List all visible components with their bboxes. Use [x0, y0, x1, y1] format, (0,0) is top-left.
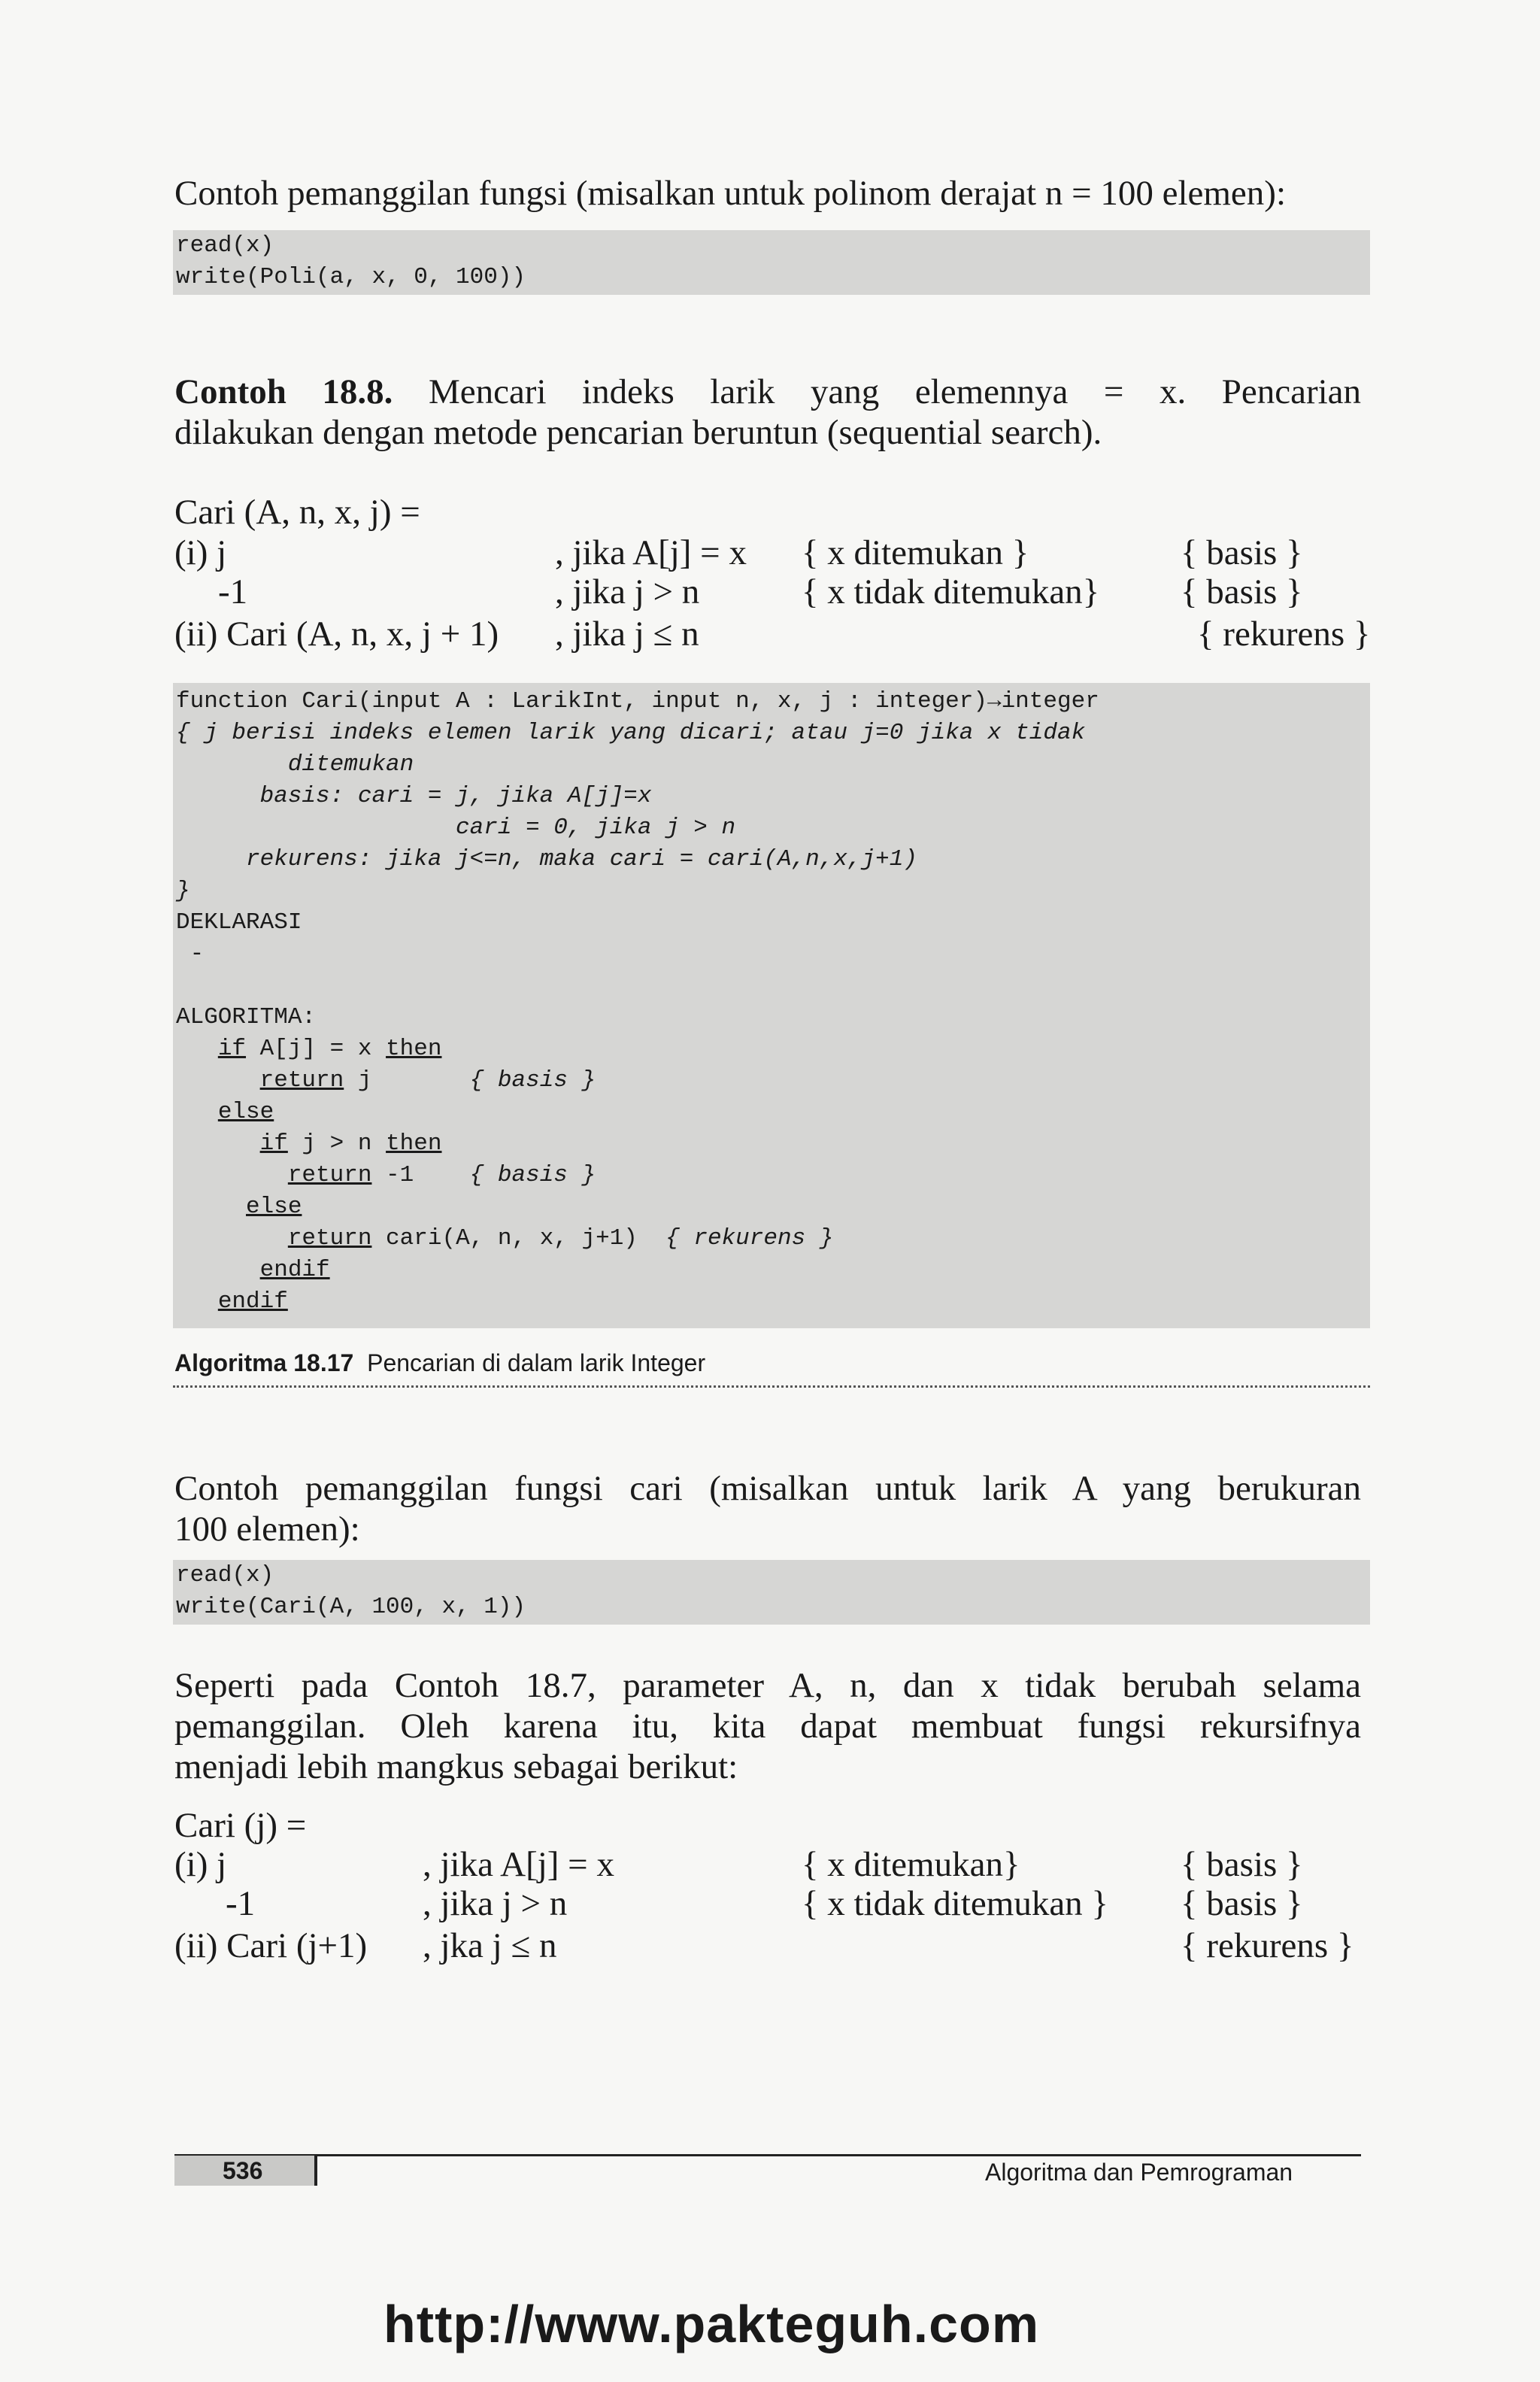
- definition-row: -1: [226, 1884, 256, 1923]
- keyword: endif: [217, 1288, 288, 1315]
- example-text-2: dilakukan dengan metode pencarian beruntun (sequential search).: [174, 413, 1102, 452]
- deklarasi-dash: -: [176, 941, 205, 967]
- footer-rule: [174, 2154, 1361, 2156]
- keyword: return: [287, 1225, 372, 1252]
- definition-condition: , jika A[j] = x: [555, 533, 747, 572]
- function-header: function Cari(input A : LarikInt, input n, x, j : integer)→integer: [176, 688, 1099, 715]
- definition-note: { x tidak ditemukan}: [802, 572, 1100, 611]
- paragraph-line: pemanggilan. Oleh karena itu, kita dapat membuat fungsi rekursifnya: [174, 1707, 1361, 1746]
- keyword: if: [259, 1130, 288, 1157]
- paragraph-line: menjadi lebih mangkus sebagai berikut:: [174, 1747, 738, 1786]
- code-text: j > n: [287, 1130, 387, 1157]
- definition-condition: , jka j ≤ n: [423, 1926, 557, 1965]
- code-line: write(Cari(A, 100, x, 1)): [176, 1594, 526, 1620]
- definition-row: -1: [218, 572, 248, 611]
- code-comment: { rekurens }: [665, 1225, 834, 1252]
- code-comment: }: [176, 878, 190, 904]
- intro-text-2: Contoh pemanggilan fungsi cari (misalkan untuk larik A yang berukuran: [174, 1469, 1361, 1508]
- caption-label: Algoritma 18.17: [174, 1349, 354, 1376]
- code-comment: ditemukan: [176, 751, 414, 778]
- definition-condition: , jika A[j] = x: [423, 1845, 614, 1884]
- definition-condition: , jika j > n: [423, 1884, 568, 1923]
- keyword: then: [386, 1036, 442, 1062]
- definition-type: { basis }: [1181, 533, 1303, 572]
- example-title: Contoh 18.8.: [174, 372, 393, 411]
- definition-row: (i) j: [174, 533, 227, 572]
- code-comment: { j berisi indeks elemen larik yang dicari; atau j=0 jika x tidak: [176, 720, 1086, 746]
- definition-row: (ii) Cari (A, n, x, j + 1): [174, 614, 499, 654]
- code-comment: { basis }: [469, 1162, 596, 1188]
- definition-type: { basis }: [1181, 572, 1303, 611]
- keyword: return: [259, 1067, 344, 1094]
- code-comment: cari = 0, jika j > n: [176, 815, 736, 841]
- example-text: Mencari indeks larik yang elemennya = x. Pencarian: [428, 372, 1362, 411]
- code-comment: rekurens: jika j<=n, maka cari = cari(A,n,x,j+1): [176, 846, 917, 872]
- code-comment: { basis }: [469, 1067, 596, 1094]
- caption-text: Pencarian di dalam larik Integer: [367, 1349, 706, 1376]
- code-line: read(x): [176, 232, 274, 259]
- code-text: cari(A, n, x, j+1): [371, 1225, 638, 1252]
- definition-condition: , jika j ≤ n: [555, 614, 699, 654]
- definition-row: (i) j: [174, 1845, 227, 1884]
- example-paragraph: [174, 372, 1361, 412]
- intro-text-1: Contoh pemanggilan fungsi (misalkan untuk polinom derajat n = 100 elemen):: [174, 174, 1286, 213]
- keyword: then: [386, 1130, 442, 1157]
- deklarasi-label: DEKLARASI: [176, 909, 302, 936]
- definition-row: (ii) Cari (j+1): [174, 1926, 368, 1965]
- code-line: read(x): [176, 1562, 274, 1589]
- code-text: j: [344, 1067, 372, 1094]
- code-block-algorithm: [173, 683, 1370, 1328]
- code-block-3: [173, 1560, 1370, 1625]
- code-block-1: [173, 230, 1370, 295]
- definition-header: Cari (A, n, x, j) =: [174, 493, 420, 532]
- page-number: 536: [223, 2157, 263, 2184]
- code-comment: basis: cari = j, jika A[j]=x: [176, 783, 652, 809]
- keyword: endif: [259, 1257, 330, 1283]
- keyword: if: [217, 1036, 247, 1062]
- code-line: write(Poli(a, x, 0, 100)): [176, 264, 526, 290]
- definition-note: { x ditemukan }: [802, 533, 1029, 572]
- code-text: -1: [371, 1162, 414, 1188]
- paragraph-line: Seperti pada Contoh 18.7, parameter A, n, dan x tidak berubah selama: [174, 1666, 1361, 1705]
- keyword: return: [287, 1162, 372, 1188]
- definition-type: { rekurens }: [1181, 1926, 1354, 1965]
- definition-condition: , jika j > n: [555, 572, 700, 611]
- definition-type: { basis }: [1181, 1845, 1303, 1884]
- website-url[interactable]: http://www.pakteguh.com: [383, 2295, 1040, 2353]
- code-text: A[j] = x: [246, 1036, 387, 1062]
- caption-divider: [173, 1385, 1370, 1388]
- definition-note: { x tidak ditemukan }: [802, 1884, 1108, 1923]
- book-title: Algoritma dan Pemrograman: [985, 2159, 1293, 2186]
- definition-type: { rekurens }: [1197, 614, 1371, 654]
- intro-text-2b: 100 elemen):: [174, 1510, 360, 1549]
- keyword: else: [246, 1194, 302, 1220]
- keyword: else: [217, 1099, 274, 1125]
- algorithm-caption: [174, 1349, 705, 1377]
- definition-header: Cari (j) =: [174, 1806, 307, 1845]
- definition-note: { x ditemukan}: [802, 1845, 1020, 1884]
- definition-type: { basis }: [1181, 1884, 1303, 1923]
- algoritma-label: ALGORITMA:: [176, 1004, 317, 1030]
